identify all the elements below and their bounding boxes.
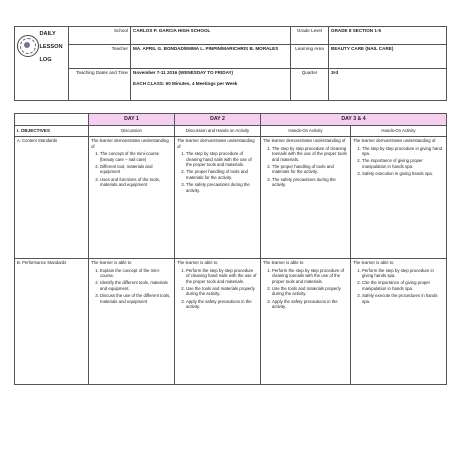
daily-lesson-log-page <box>14 26 446 436</box>
list-item: 2. Different tool, materials and equipment <box>100 164 172 175</box>
list-item: 3. Safety execution in giving hands spa. <box>362 171 444 177</box>
performance-standards-day-4: The learner is able to 1. Perform the step by step procedure in giving hands spa. 2. Cite the importance of giving proper manipulation in hands spa. 3. Safely execute the procedures in hands spa. <box>351 259 447 385</box>
list-item: 1. The step by step procedure in giving hand spa. <box>362 146 444 157</box>
list-item: 2. Use the tools and materials properly during the activity. <box>272 286 348 297</box>
list-item: 3. Apply the safety precautions in the activity. <box>186 299 258 310</box>
list-item: 2. Use the tools and materials properly during the activity. <box>186 286 258 297</box>
day-3-4-header: DAY 3 & 4 <box>261 114 447 126</box>
day-3-activity: Hands-On Activity <box>261 126 351 137</box>
list-item: 1. Explain the concept of the mini-course. <box>100 268 172 279</box>
class-duration-line: EACH CLASS: 60 Minutes, 4 Meetings per Week <box>133 80 238 86</box>
content-standards-day-2: The learner demonstrates understanding of 1. The step by step procedure of cleaning hand nails with the use of the proper tools and materials. 2. The proper handling of tools and materials for the activity. 3. The safety precautions during the activity. <box>175 137 261 259</box>
day-header-blank <box>15 114 89 126</box>
school-value: CARLOS P. GARCIA HIGH SCHOOL <box>131 27 291 45</box>
list-item: 3. The safety precautions during the activity. <box>272 177 348 188</box>
header-table <box>14 26 447 101</box>
teaching-dates-label: Teaching Dates and Time <box>69 69 131 101</box>
day-4-activity: Hands-On Activity <box>351 126 447 137</box>
list-item: 1. Perform the step by step procedure in giving hands spa. <box>362 268 444 279</box>
list-item: 2. Identify the different tools, materials and equipment. <box>100 280 172 291</box>
day-1-activity: Discussion <box>89 126 175 137</box>
performance-standards-row <box>15 259 447 385</box>
title-line-daily: DAILY <box>39 31 56 37</box>
list-item: 1. The step by step procedure of cleaning hand nails with the use of the proper tools and materials. <box>186 151 258 168</box>
grade-level-label: Grade Level <box>291 27 329 45</box>
content-standards-day-4: The learner demonstrates understanding of 1. The step by step procedure in giving hand spa. 2. The importance of giving proper manipulation in hands spa. 3. Safety execution in giving hands spa. <box>351 137 447 259</box>
list-item: 1. Perform the step by step procedure of cleaning hand nails with the use of the proper tools and materials. <box>186 268 258 285</box>
content-standards-row <box>15 137 447 259</box>
teaching-dates-line: November 7-11 2016 (WENESDAY TO FRIDAY) <box>133 70 234 75</box>
list-item: 1. The step by step procedure of cleaning toenails with the use of the proper tools and materials. <box>272 146 348 163</box>
content-standards-label: A. Content Standards <box>15 137 89 259</box>
teacher-label: Teacher <box>69 45 131 69</box>
performance-standards-day-1: The learner is able to 1. Explain the concept of the mini-course. 2. Identify the different tools, materials and equipment. 3. Discuss the use of the different tools, materials and equipment <box>89 259 175 385</box>
grade-level-value: GRADE 8 SECTION 1-5 <box>329 27 447 45</box>
teacher-value: MA. APRIL G. BONDAD/EMMA L. PINPIN/MARICHRIS B. MORALES <box>131 45 291 69</box>
learning-area-value: BEAUTY CARE (NAIL CARE) <box>329 45 447 69</box>
list-item: 3. The safety precautions during the activity. <box>186 182 258 193</box>
day-2-header: DAY 2 <box>175 114 261 126</box>
school-seal-icon <box>17 35 39 57</box>
list-item: 2. The proper handling of tools and materials for the activity. <box>186 169 258 180</box>
performance-standards-day-3: The learner is able to 1. Perform the step by step procedure of cleaning toenails with the use of the proper tools and materials. 2. Use the tools and materials properly during the activity. 3. Apply the safety precautions in the activity. <box>261 259 351 385</box>
day-1-header: DAY 1 <box>89 114 175 126</box>
school-label: School <box>69 27 131 45</box>
learning-area-label: Learning Area <box>291 45 329 69</box>
list-item: 1. The concept of the mini-course (beauty care – nail care) <box>100 151 172 162</box>
performance-standards-label: B. Performance Standards <box>15 259 89 385</box>
quarter-label: Quarter <box>291 69 329 101</box>
teaching-dates-value <box>131 69 291 101</box>
list-item: 2. Cite the importance of giving proper manipulation in hands spa. <box>362 280 444 291</box>
document-title <box>39 27 69 101</box>
quarter-value: 3rd <box>329 69 447 101</box>
content-standards-day-3: The learner demonstrates understanding of 1. The step by step procedure of cleaning toenails with the use of the proper tools and materials. 2. The proper handling of tools and materials for the activity. 3. The safety precautions during the activity. <box>261 137 351 259</box>
lesson-table <box>14 113 447 385</box>
title-line-log: LOG <box>39 57 52 63</box>
title-line-lesson: LESSON <box>39 44 63 50</box>
objectives-label: I. OBJECTIVES <box>15 126 89 137</box>
list-item: 3. Discuss the use of the different tools, materials and equipment <box>100 293 172 304</box>
list-item: 3. Safely execute the procedures in hands spa. <box>362 293 444 304</box>
content-standards-day-1: The learner demonstrates understanding of 1. The concept of the mini-course (beauty care – nail care) 2. Different tool, materials and equipment 3. Uses and functions of the tools, materials and equipment <box>89 137 175 259</box>
list-item: 2. The importance of giving proper manipulation in hands spa. <box>362 158 444 169</box>
list-item: 2. The proper handling of tools and materials for the activity. <box>272 164 348 175</box>
performance-standards-day-2: The learner is able to 1. Perform the step by step procedure of cleaning hand nails with the use of the proper tools and materials. 2. Use the tools and materials properly during the activity. 3. Apply the safety precautions in the activity. <box>175 259 261 385</box>
school-logo-cell <box>15 27 39 101</box>
day-2-activity: Discussion and Hands on Activity <box>175 126 261 137</box>
list-item: 3. Apply the safety precautions in the activity. <box>272 299 348 310</box>
list-item: 1. Perform the step by step procedure of cleaning toenails with the use of the proper tools and materials. <box>272 268 348 285</box>
list-item: 3. Uses and functions of the tools, materials and equipment <box>100 177 172 188</box>
